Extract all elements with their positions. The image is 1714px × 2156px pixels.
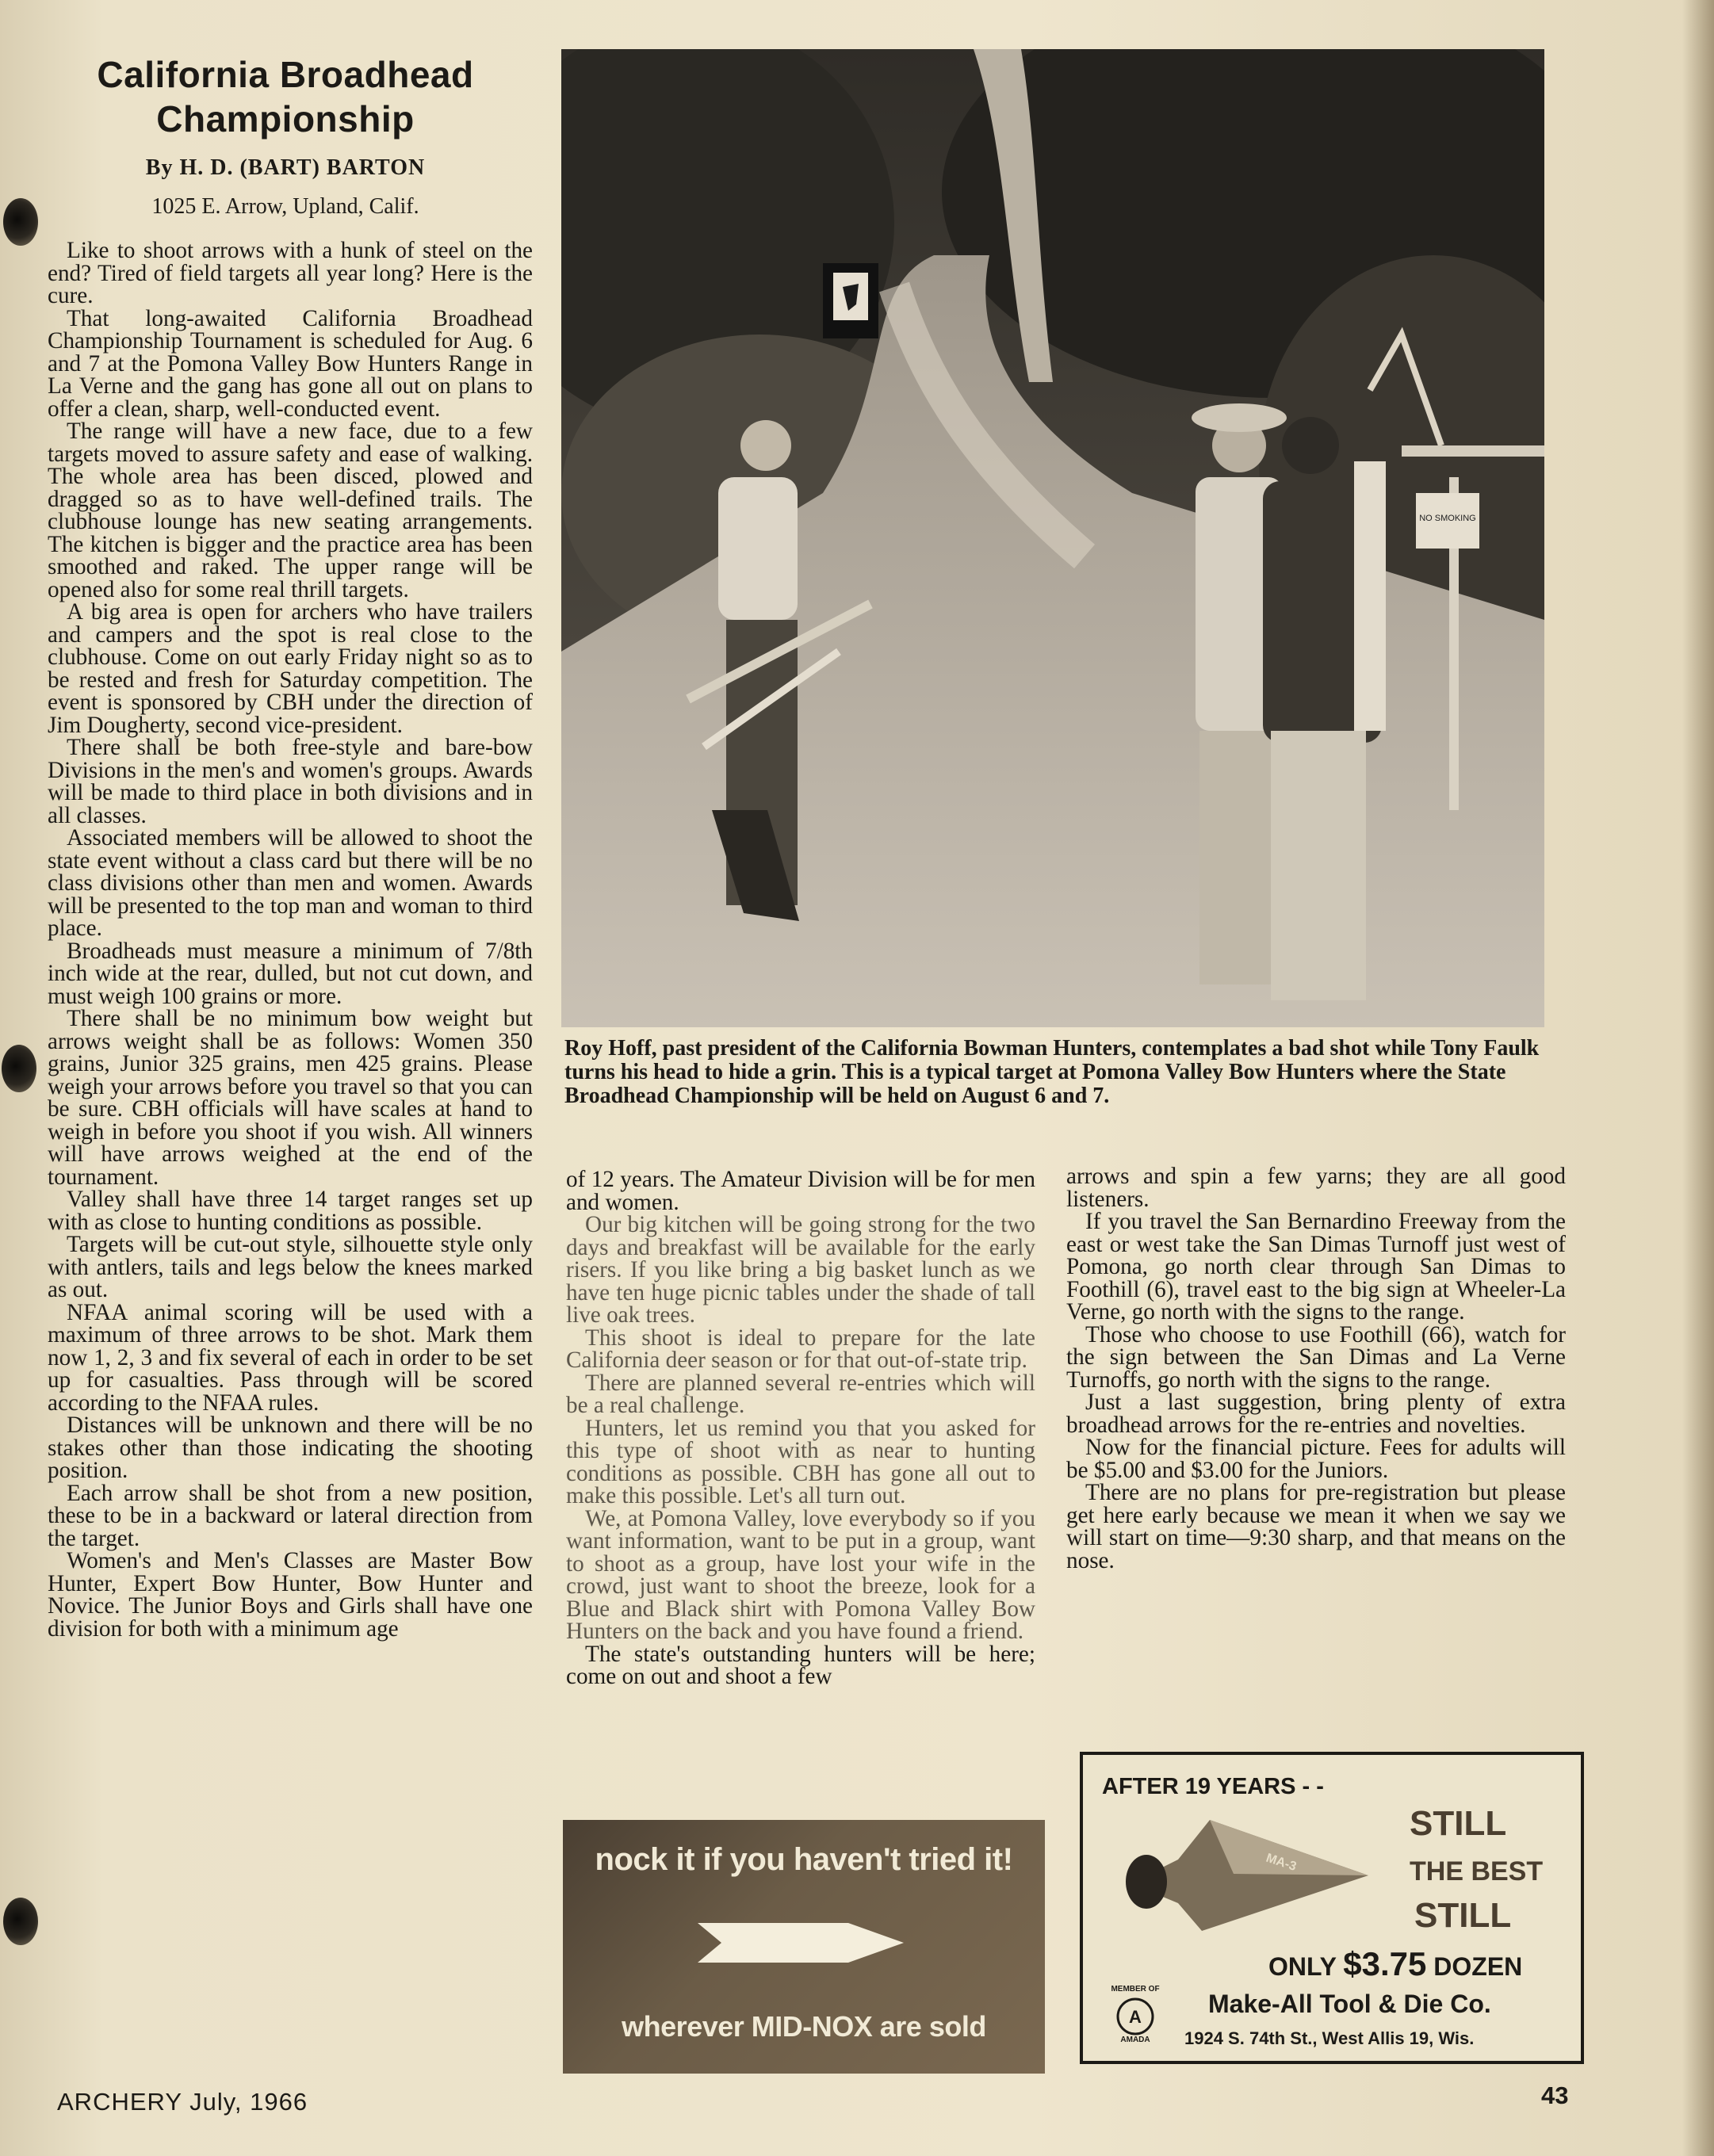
paragraph: The range will have a new face, due to a few targets moved to assure safety and ease of walking. The whole area has been disced, plowed and dragged so as to have well-defined trails. The clubhouse lounge has new seating arrangements. The kitchen is bigger and the practice area has been smoothed and raked. The upper range will be opened also for some real thrill targets. [48,419,533,602]
article-column-2 [566,1168,1035,1688]
paragraph: If you travel the San Bernardino Freeway from the east or west take the San Dimas Turnoff just west of Pomona, go north clear through San Dimas to Foothill (6), travel east to the big sign at Wheeler-La Verne, go north with the signs to the range. [1066,1209,1566,1325]
author-address: 1025 E. Arrow, Upland, Calif. [151,194,419,219]
ad-headline: AFTER 19 YEARS - - [1102,1774,1324,1799]
broadhead-label: MA-3 [1264,1851,1299,1874]
mid-nox-advertisement [563,1820,1045,2074]
binder-hole-top [3,198,38,246]
paragraph: Those who choose to use Foothill (66), watch for the sign between the San Dimas and La Verne Turnoffs, go north with the signs to the range. [1066,1321,1566,1393]
paragraph: Targets will be cut-out style, silhouette style only with antlers, tails and legs below the knees marked as out. [48,1232,533,1302]
ad-headline: nock it if you haven't tried it! [595,1842,1013,1877]
article-column-1 [48,239,533,1640]
paragraph: Valley shall have three 14 target ranges set up with as close to hunting conditions as possible. [48,1187,533,1235]
paragraph: Our big kitchen will be going strong for the two days and breakfast will be available for the early risers. If you like bring a big basket lunch as we have ten huge picnic tables under the shade of tall live oak trees. [566,1212,1035,1328]
ad-tagline: wherever MID-NOX are sold [622,2010,986,2043]
price-prefix: ONLY [1268,1952,1337,1981]
paragraph: A big area is open for archers who have trailers and campers and the spot is real close to the clubhouse. Come on out early Friday night so as to be rested and fresh for Saturday competition. The event is sponsored by CBH under the direction of Jim Dougherty, second vice-president. [48,599,533,738]
photo-caption: Roy Hoff, past president of the California Bowman Hunters, contemplates a bad shot while Tony Faulk turns his head to hide a grin. This is a typical target at Pomona Valley Bow Hunters where the State Broadhead Championship will be held on August 6 and 7. [564,1036,1540,1108]
paragraph: There shall be no minimum bow weight but arrows weight shall be as follows: Women 350 grains, Junior 325 grains, men 425 grains. Please weigh your arrows before you travel so that you can be sure. CBH officials will have scales at hand to weigh in before you shoot if you wish. All winners will have arrows weighed at the end of the tournament. [48,1006,533,1190]
paragraph: There are planned several re-entries which will be a real challenge. [566,1370,1035,1418]
amada-logo [1104,1985,1167,2048]
paragraph: Just a last suggestion, bring plenty of extra broadhead arrows for the re-entries and novelties. [1066,1390,1566,1438]
paragraph: Associated members will be allowed to shoot the state event without a class card but there will be no class divisions other than men and women. Awards will be presented to the top man and woman to third place. [48,825,533,941]
paragraph: NFAA animal scoring will be used with a maximum of three arrows to be shot. Mark them now 1, 2, 3 and fix several of each in order to be set up for casualties. Pass through will be scored according to the NFAA rules. [48,1299,533,1416]
photo-archers-on-trail [561,49,1544,1027]
article-photo [561,49,1544,1027]
ad-company-address: 1924 S. 74th St., West Allis 19, Wis. [1184,2028,1475,2048]
page-number: 43 [1541,2081,1569,2109]
paragraph: Distances will be unknown and there will be no stakes other than those indicating the shooting position. [48,1412,533,1483]
broadhead-icon [1115,1804,1376,1939]
binder-hole-middle [2,1045,36,1092]
amada-emblem-icon [1115,1996,1156,2037]
paragraph: There shall be both free-style and bare-bow Divisions in the men's and women's groups. Awards will be made to third place in both divisions and in all classes. [48,735,533,828]
logo-amada-text: AMADA [1120,2036,1150,2044]
paragraph: Hunters, let us remind you that you asked for this type of shoot with as near to hunting conditions as possible. CBH has gone all out to make this possible. Let's all turn out. [566,1415,1035,1508]
paragraph: This shoot is ideal to prepare for the late California deer season or for that out-of-state trip. [566,1325,1035,1373]
ad-still-1: STILL [1410,1804,1507,1843]
article-byline: By H. D. (BART) BARTON [145,155,426,180]
magazine-footer: ARCHERY July, 1966 [57,2088,308,2116]
paragraph: Broadheads must measure a minimum of 7/8th inch wide at the rear, dulled, but not cut down, and must weigh 100 grains or more. [48,938,533,1009]
article-column-3 [1066,1165,1566,1572]
photo-sign-text: NO SMOKING [1419,514,1476,523]
paragraph: There are no plans for pre-registration but please get here early because we mean it when we say we will start on time—9:30 sharp, and that means on the nose. [1066,1480,1566,1573]
paragraph: That long-awaited California Broadhead Championship Tournament is scheduled for Aug. 6 and 7 at the Pomona Valley Bow Hunters Range in La Verne and the gang has gone all out on plans to offer a clean, sharp, well-conducted event. [48,305,533,422]
ad-still-2: STILL [1414,1896,1512,1935]
ad-price [1268,1945,1522,1983]
binder-hole-bottom [3,1898,38,1945]
price-value: $3.75 [1343,1945,1427,1982]
ad-company-name: Make-All Tool & Die Co. [1208,1990,1491,2018]
paragraph: arrows and spin a few yarns; they are all good listeners. [1066,1164,1566,1212]
logo-letter: A [1129,2007,1142,2027]
article-title [40,52,531,141]
paragraph: Now for the financial picture. Fees for adults will be $5.00 and $3.00 for the Juniors. [1066,1435,1566,1483]
make-all-advertisement [1080,1752,1584,2064]
paragraph: Women's and Men's Classes are Master Bow Hunter, Expert Bow Hunter, Bow Hunter and Novice. The Junior Boys and Girls shall have one division for both with a minimum age [48,1548,533,1642]
page-edge-shadow [1682,0,1714,2156]
logo-member-text: MEMBER OF [1111,1985,1160,1994]
title-line-1: California Broadhead [97,54,474,95]
title-line-2: Championship [156,98,415,140]
paragraph: We, at Pomona Valley, love everybody so if you want information, want to be put in a group, want to shoot as a group, have lost your wife in the crowd, just want to shoot the breeze, look for a Blue and Black shirt with Pomona Valley Bow Hunters on the back and you have found a friend. [566,1505,1035,1644]
paragraph: Each arrow shall be shot from a new position, these to be in a backward or lateral direction from the target. [48,1480,533,1551]
price-suffix: DOZEN [1433,1952,1523,1981]
paragraph: Like to shoot arrows with a hunk of steel on the end? Tired of field targets all year long? Here is the cure. [48,238,533,308]
paragraph: The state's outstanding hunters will be here; come on out and shoot a few [566,1641,1035,1689]
nock-icon [690,1907,912,1978]
ad-the-best: THE BEST [1410,1856,1544,1886]
paragraph: of 12 years. The Amateur Division will be for men and women. [566,1167,1035,1215]
